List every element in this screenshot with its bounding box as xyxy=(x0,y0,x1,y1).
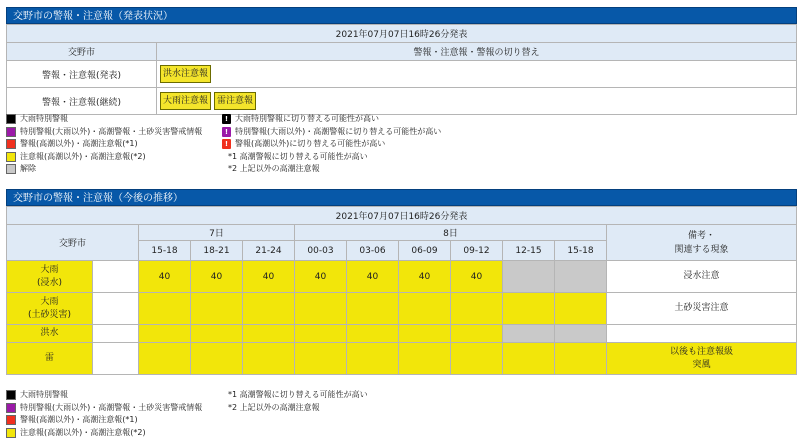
time-slot-header: 03-06 xyxy=(347,241,399,261)
status-row-continued xyxy=(7,88,797,115)
legend-item: 注意報(高潮以外)・高潮注意報(*2) xyxy=(6,427,221,440)
legend-item: 特別警報(大雨以外)・高潮警報・土砂災害警戒情報 xyxy=(6,402,221,415)
forecast-cell xyxy=(503,293,555,325)
blank-cell xyxy=(93,261,139,293)
exclamation-icon: ! xyxy=(222,127,231,137)
color-swatch xyxy=(6,139,16,149)
phenomenon-label: 雷 xyxy=(7,343,93,375)
forecast-cell: 40 xyxy=(191,261,243,293)
time-slot-header: 15-18 xyxy=(139,241,191,261)
legend-item: 特別警報(大雨以外)・高潮警報・土砂災害警戒情報 xyxy=(6,126,221,139)
warning-chip-thunder[interactable]: 雷注意報 xyxy=(214,92,256,110)
color-swatch xyxy=(6,390,16,400)
forecast-cell xyxy=(555,325,607,343)
forecast-cell xyxy=(295,293,347,325)
legend-item: ! 警報(高潮以外)に切り替える可能性が高い xyxy=(222,138,482,151)
forecast-cell xyxy=(503,261,555,293)
legend-item: ! 特別警報(大雨以外)・高潮警報に切り替える可能性が高い xyxy=(222,126,482,139)
status-panel xyxy=(6,7,797,115)
forecast-cell xyxy=(243,325,295,343)
forecast-cell xyxy=(555,293,607,325)
forecast-cell xyxy=(399,293,451,325)
color-swatch xyxy=(6,114,16,124)
exclamation-icon: ! xyxy=(222,139,231,149)
forecast-note: 浸水注意 xyxy=(607,261,797,293)
status-table xyxy=(6,24,797,115)
color-swatch xyxy=(6,127,16,137)
forecast-cell xyxy=(191,325,243,343)
time-slot-header: 18-21 xyxy=(191,241,243,261)
forecast-table xyxy=(6,206,797,375)
forecast-cell: 40 xyxy=(399,261,451,293)
forecast-cell: 40 xyxy=(451,261,503,293)
forecast-row xyxy=(7,325,797,343)
forecast-cell: 40 xyxy=(347,261,399,293)
forecast-cell xyxy=(243,343,295,375)
exclamation-icon: ! xyxy=(222,114,231,124)
time-slot-header: 00-03 xyxy=(295,241,347,261)
forecast-row xyxy=(7,293,797,325)
status-chip-cell xyxy=(157,88,797,115)
forecast-cell: 40 xyxy=(139,261,191,293)
color-swatch xyxy=(6,152,16,162)
forecast-cell xyxy=(139,343,191,375)
legend-note: *2 上記以外の高潮注意報 xyxy=(228,164,320,173)
forecast-area-header: 交野市 xyxy=(7,225,139,261)
forecast-cell xyxy=(295,325,347,343)
forecast-cell xyxy=(347,325,399,343)
status-chip-cell xyxy=(157,61,797,88)
forecast-cell xyxy=(191,343,243,375)
forecast-panel xyxy=(6,189,797,375)
phenomenon-label: 洪水 xyxy=(7,325,93,343)
forecast-cell xyxy=(399,325,451,343)
legend-notes-bottom xyxy=(222,389,482,414)
status-row-issued xyxy=(7,61,797,88)
forecast-cell xyxy=(347,343,399,375)
status-panel-title: 交野市の警報・注意報（発表状況） xyxy=(6,7,797,24)
time-slot-header: 12-15 xyxy=(503,241,555,261)
color-swatch xyxy=(6,428,16,438)
forecast-note xyxy=(607,325,797,343)
status-row-label: 警報・注意報(発表) xyxy=(7,61,157,88)
forecast-cell xyxy=(555,343,607,375)
time-slot-header: 09-12 xyxy=(451,241,503,261)
status-switch-header: 警報・注意報・警報の切り替え xyxy=(157,43,797,61)
note-header: 備考・ 関連する現象 xyxy=(607,225,797,261)
legend-icons xyxy=(222,113,482,176)
day-header-7: 7日 xyxy=(139,225,295,241)
forecast-row xyxy=(7,261,797,293)
forecast-panel-title: 交野市の警報・注意報（今後の推移） xyxy=(6,189,797,206)
color-swatch xyxy=(6,415,16,425)
forecast-cell xyxy=(139,325,191,343)
warning-chip-heavy-rain[interactable]: 大雨注意報 xyxy=(160,92,211,110)
legend-note: *1 高潮警報に切り替える可能性が高い xyxy=(228,390,368,399)
forecast-cell xyxy=(347,293,399,325)
legend-note: *1 高潮警報に切り替える可能性が高い xyxy=(228,151,368,161)
status-issued-time: 2021年07月07日16時26分発表 xyxy=(7,25,797,43)
forecast-cell xyxy=(191,293,243,325)
blank-cell xyxy=(93,343,139,375)
forecast-cell xyxy=(451,343,503,375)
blank-cell xyxy=(93,325,139,343)
legend-item: 警報(高潮以外)・高潮注意報(*1) xyxy=(6,414,221,427)
legend-item: 大雨特別警報 xyxy=(6,113,221,126)
forecast-cell xyxy=(555,261,607,293)
status-area-header: 交野市 xyxy=(7,43,157,61)
forecast-cell xyxy=(503,343,555,375)
time-slot-header: 15-18 xyxy=(555,241,607,261)
legend-item: 警報(高潮以外)・高潮注意報(*1) xyxy=(6,138,221,151)
forecast-note: 以後も注意報級 突風 xyxy=(607,343,797,375)
legend-item: ! 大雨特別警報に切り替える可能性が高い xyxy=(222,113,482,126)
legend-item: 解除 xyxy=(6,163,221,176)
forecast-cell: 40 xyxy=(295,261,347,293)
status-row-label: 警報・注意報(継続) xyxy=(7,88,157,115)
day-header-8: 8日 xyxy=(295,225,607,241)
forecast-cell xyxy=(399,343,451,375)
forecast-cell xyxy=(503,325,555,343)
legend-item: 注意報(高潮以外)・高潮注意報(*2) xyxy=(6,151,221,164)
forecast-cell xyxy=(139,293,191,325)
time-slot-header: 21-24 xyxy=(243,241,295,261)
forecast-cell: 40 xyxy=(243,261,295,293)
color-swatch xyxy=(6,403,16,413)
forecast-cell xyxy=(451,325,503,343)
forecast-note: 土砂災害注意 xyxy=(607,293,797,325)
legend-note: *2 上記以外の高潮注意報 xyxy=(228,402,320,412)
forecast-issued-time: 2021年07月07日16時26分発表 xyxy=(7,207,797,225)
forecast-cell xyxy=(295,343,347,375)
legend-colors xyxy=(6,113,221,176)
time-slot-header: 06-09 xyxy=(399,241,451,261)
blank-cell xyxy=(93,293,139,325)
forecast-cell xyxy=(243,293,295,325)
forecast-cell xyxy=(451,293,503,325)
legend-colors-bottom xyxy=(6,389,221,439)
forecast-row xyxy=(7,343,797,375)
warning-chip-flood[interactable]: 洪水注意報 xyxy=(160,65,211,83)
phenomenon-label: 大雨 (浸水) xyxy=(7,261,93,293)
color-swatch xyxy=(6,164,16,174)
phenomenon-label: 大雨 (土砂災害) xyxy=(7,293,93,325)
legend-item: 大雨特別警報 xyxy=(6,389,221,402)
